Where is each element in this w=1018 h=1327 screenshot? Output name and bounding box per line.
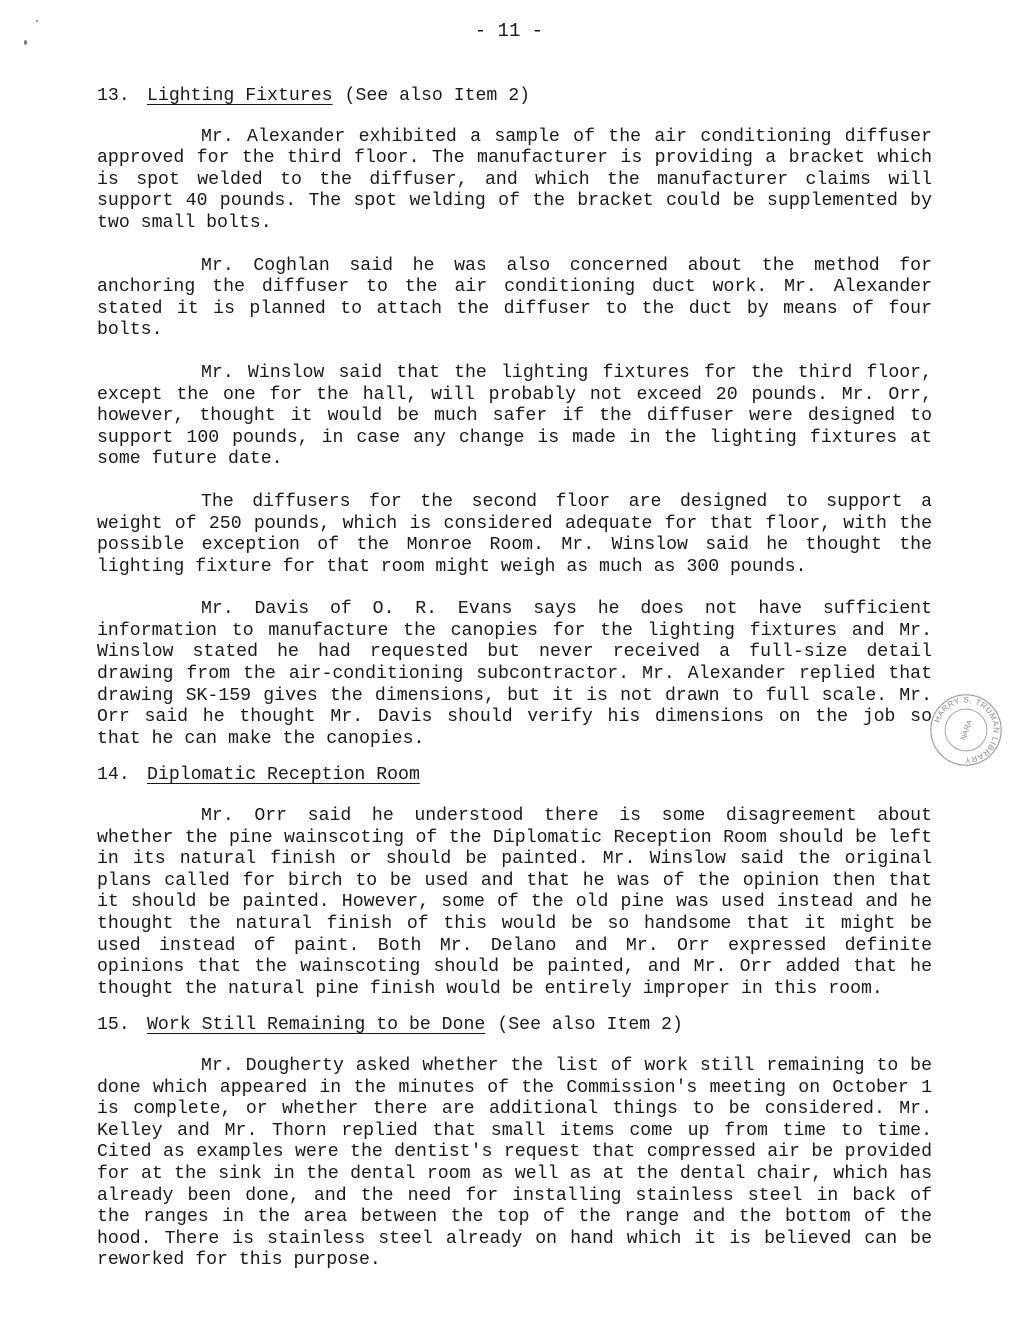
section-13 <box>97 86 932 750</box>
section-number: 13. <box>97 86 130 106</box>
section-14 <box>97 765 932 1000</box>
paragraph: Mr. Alexander exhibited a sample of the air conditioning diffuser approved for the third floor. The manufacturer is providing a bracket which is spot welded to the diffuser, and which the manufacturer claims will support 40 pounds. The spot welding of the bracket could be supplemented by two small bolts. <box>97 126 932 233</box>
paragraph: Mr. Orr said he understood there is some disagreement about whether the pine wainscoting of the Diplomatic Reception Room should be left in its natural finish or should be painted. Mr. Winslow said the original plans called for birch to be used and that he was of the opinion then that it should be painted. However, some of the old pine was used instead and he thought the natural finish of this would be so handsome that it might be used instead of paint. Both Mr. Delano and Mr. Orr expressed definite opinions that the wainscoting should be painted, and Mr. Orr added that he thought the natural pine finish would be entirely improper in this room. <box>97 806 932 999</box>
stamp-center-text: NARA <box>958 718 975 742</box>
archive-stamp <box>928 692 1004 768</box>
section-note: (See also Item 2) <box>497 1015 683 1036</box>
section-title: Lighting Fixtures <box>147 86 333 106</box>
stamp-ring-text: HARRY S. TRUMAN LIBRARY <box>932 695 1001 765</box>
paragraph: Mr. Dougherty asked whether the list of work still remaining to be done which appeared in the minutes of the Commission's meeting on October 1 is complete, or whether there are additional things to be considered. Mr. Kelley and Mr. Thorn replied that small items come up from time to time. Cited as examples were the dentist's request that compressed air be provided for at the sink in the dental room as well as at the dental chair, which has already been done, and the need for installing stainless steel in back of the ranges in the area between the top of the range and the bottom of the hood. There is stainless steel already on hand which it is believed can be reworked for this purpose. <box>97 1055 932 1271</box>
section-number: 15. <box>97 1015 130 1036</box>
section-title: Work Still Remaining to be Done <box>147 1015 486 1036</box>
paragraph: Mr. Winslow said that the lighting fixtures for the third floor, except the one for the hall, will probably not exceed 20 pounds. Mr. Orr, however, thought it would be much safer if the diffuser were designed to support 100 pounds, in case any change is made in the lighting fixtures at some future date. <box>97 362 932 470</box>
section-15 <box>97 1015 932 1272</box>
section-heading <box>97 765 932 787</box>
paragraph: The diffusers for the second floor are designed to support a weight of 250 pounds, which is considered adequate for that floor, with the possible exception of the Monroe Room. Mr. Winslow said he thought the lighting fixture for that room might weigh as much as 300 pounds. <box>97 491 932 577</box>
section-note: (See also Item 2) <box>344 86 531 106</box>
document-body <box>97 86 932 1293</box>
section-number: 14. <box>97 765 130 786</box>
section-heading <box>97 1015 932 1037</box>
page-number: - 11 - <box>474 20 544 42</box>
paragraph: Mr. Davis of O. R. Evans says he does not have sufficient information to manufacture the canopies for the lighting fixtures and Mr. Winslow stated he had requested but never received a full-size detail drawing from the air-conditioning subcontractor. Mr. Alexander replied that drawing SK-159 gives the dimensions, but it is not drawn to full scale. Mr. Orr said he thought Mr. Davis should verify his dimensions on the job so that he can make the canopies. <box>97 599 932 749</box>
section-heading <box>97 86 932 108</box>
section-title: Diplomatic Reception Room <box>147 765 420 786</box>
paragraph: Mr. Coghlan said he was also concerned about the method for anchoring the diffuser to the air conditioning duct work. Mr. Alexander stated it is planned to attach the diffuser to the duct by means of four bolts. <box>97 255 932 341</box>
